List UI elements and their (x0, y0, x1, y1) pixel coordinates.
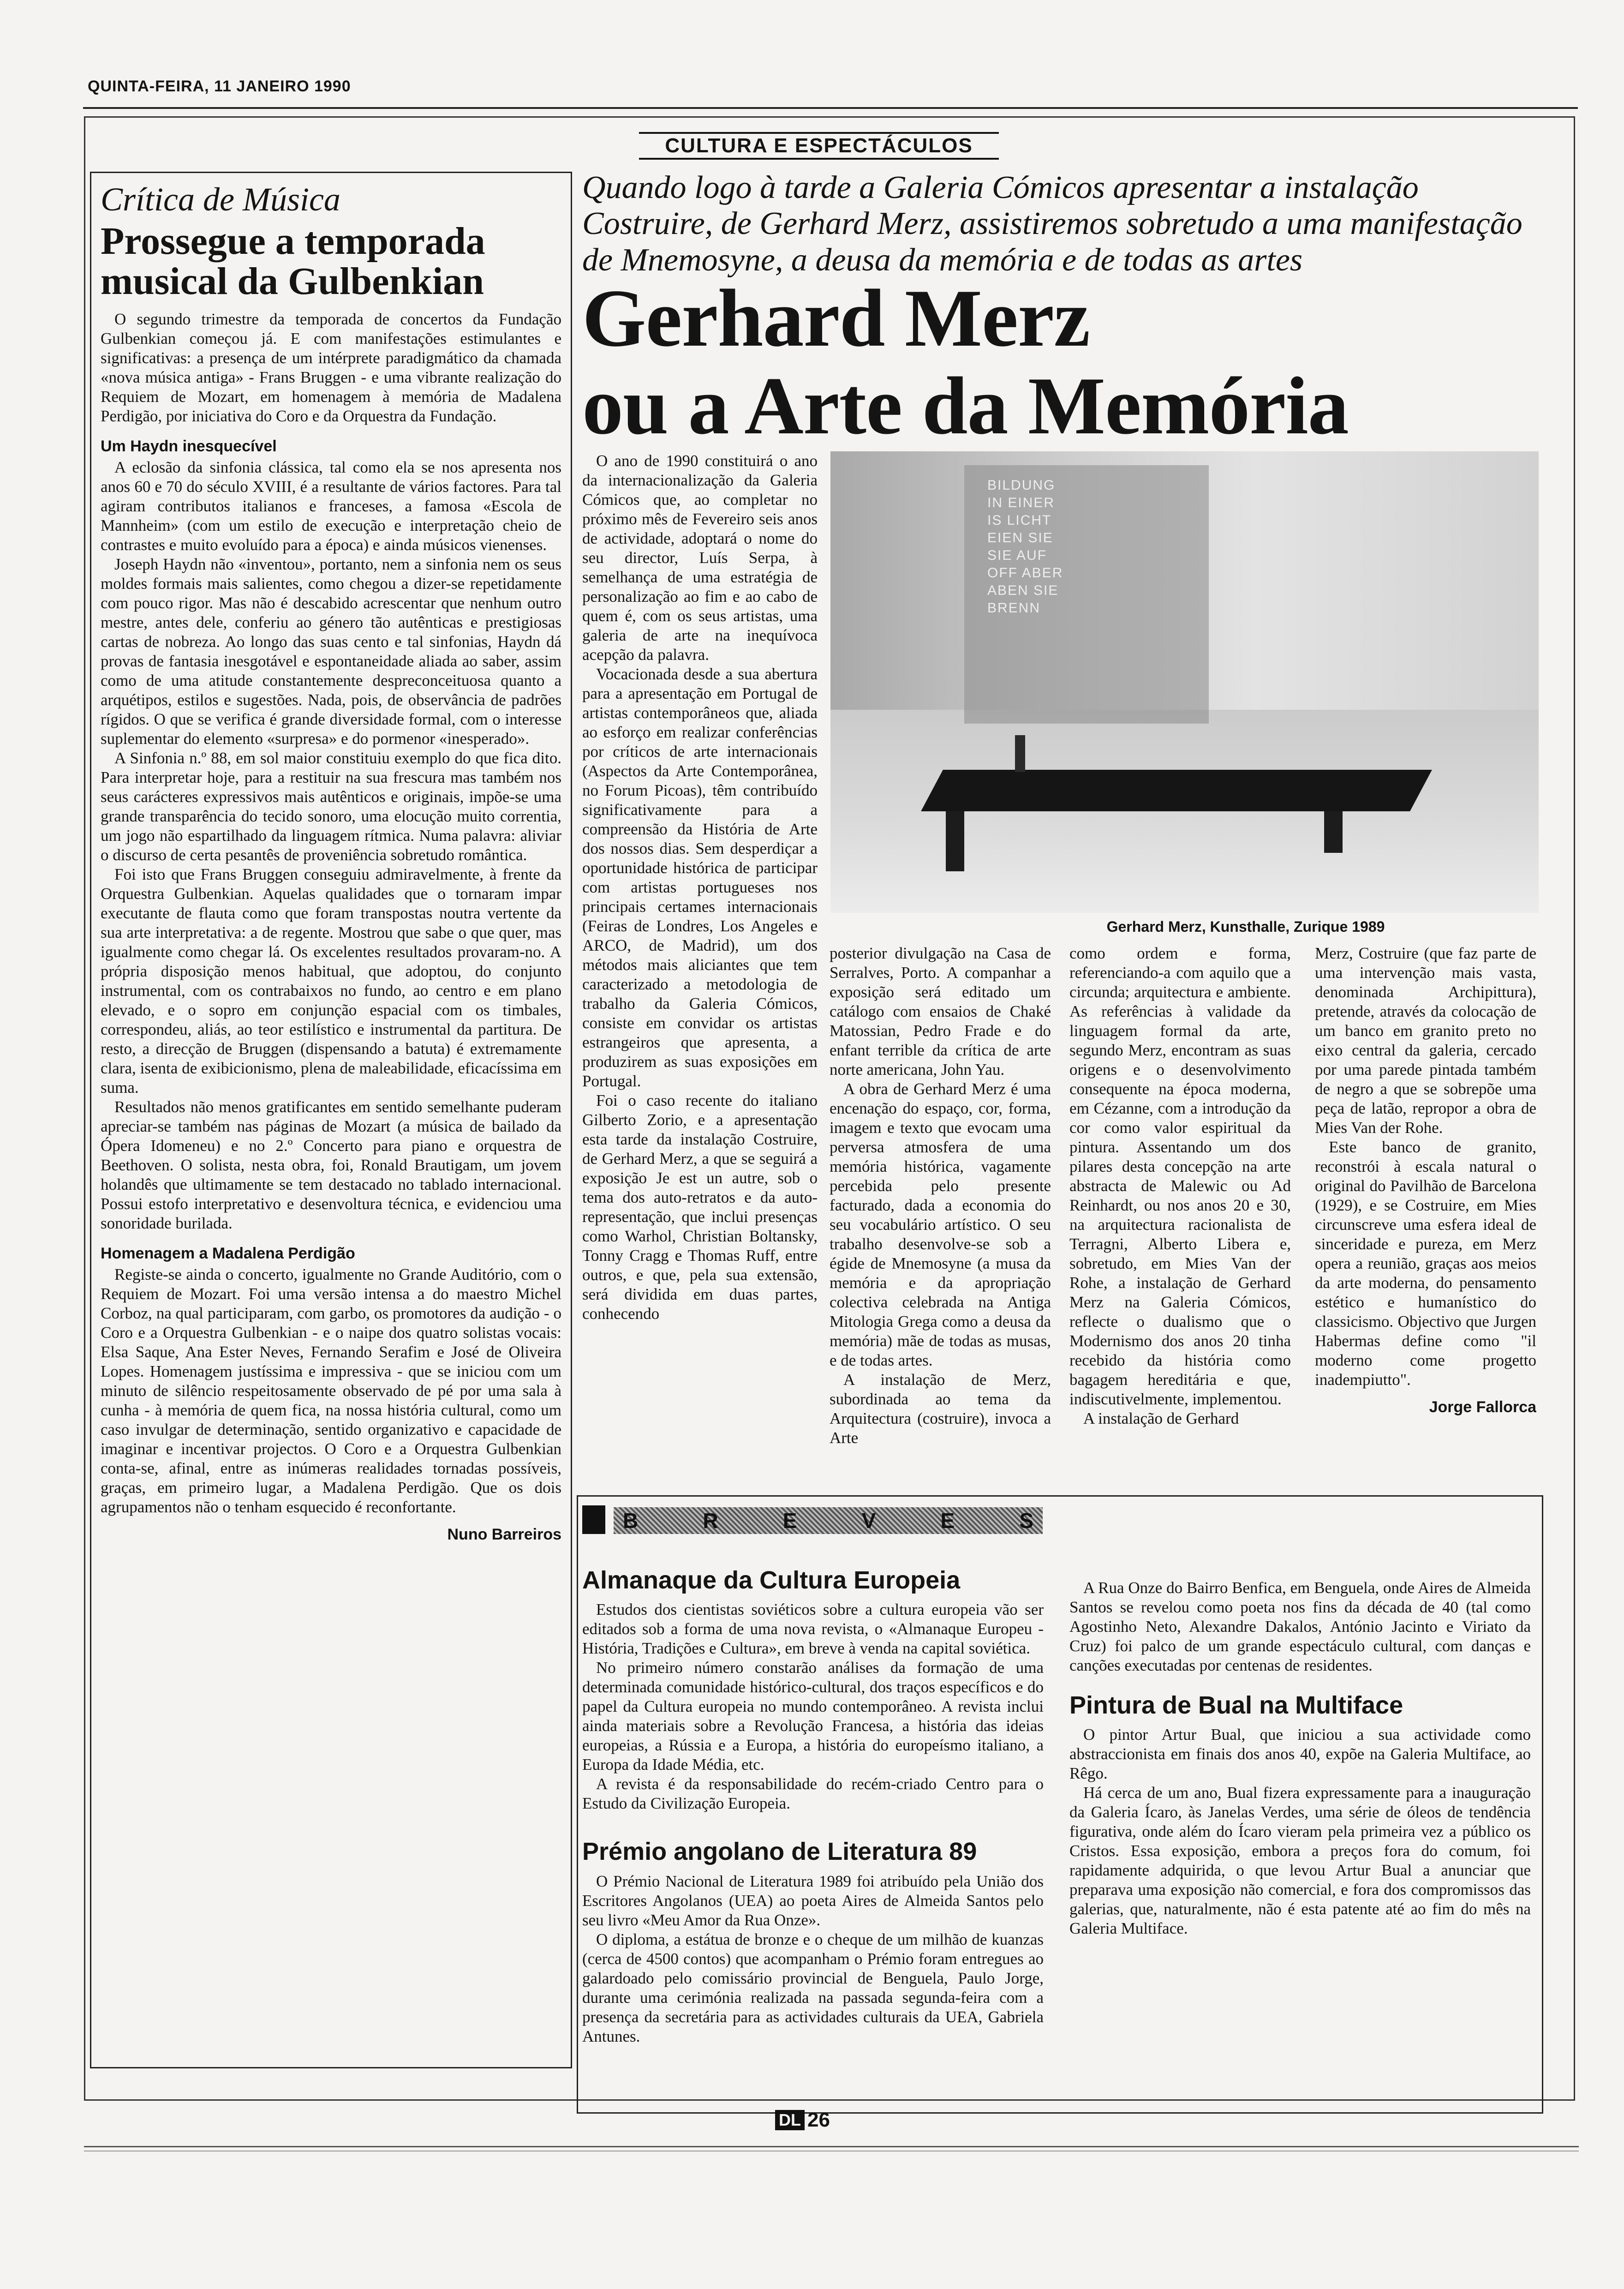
breve-title: Prémio angolano de Literatura 89 (582, 1838, 977, 1866)
paragraph: Merz, Costruire (que faz parte de uma intervenção mais vasta, denominada Archipittura), pretende, através da colocação de um banco em granito preto no eixo central da galeria, cercado por uma parede pintada também de negro a que se sobrepõe uma peça de latão, repropor a obra de Mies Van der Rohe. (1315, 944, 1536, 1137)
page-date: QUINTA-FEIRA, 11 JANEIRO 1990 (88, 78, 351, 95)
granite-bench (921, 770, 1432, 811)
breves-banner-letter: B (623, 1509, 639, 1533)
page-number: 26 (807, 2109, 830, 2131)
article-headline: Prossegue a temporada musical da Gulbenkian (101, 220, 485, 303)
paragraph: A Rua Onze do Bairro Benfica, em Benguela, onde Aires de Almeida Santos se revelou como poeta nos fins da década de 40 (tal como Agostinho Neto, Alexandre Dakalos, António Jacinto e Viriato da Cruz) foi palco de um grande espectáculo cultural, com danças e canções executadas por centenas de residentes. (1069, 1579, 1531, 1674)
section-title: CULTURA E ESPECTÁCULOS (639, 132, 999, 160)
paragraph: O ano de 1990 constituirá o ano da internacionalização da Galeria Cómicos que, ao completar no próximo mês de Fevereiro seis anos de actividade, adoptará o nome do seu director, Luís Serpa, à semelhança de uma estratégia de personalização ao fim e ao cabo de quem é, com os seus artistas, uma galeria de arte na inequívoca acepção da palavra. (582, 452, 818, 664)
paragraph: O diploma, a estátua de bronze e o cheque de um milhão de kuanzas (cerca de 4500 contos) que acompanham o Prémio foram entregues ao galardoado pelo comissário provincial de Benguela, Paulo Jorge, durante uma cerimónia realizada na passada segunda-feira com a presença da secretária para as actividades culturais da UEA, Gabriela Antunes. (582, 1930, 1044, 2045)
newspaper-logo: DL (775, 2110, 805, 2130)
article-deck: Quando logo à tarde a Galeria Cómicos apresentar a instalação Costruire, de Gerhard Merz, assistiremos sobretudo a uma manifestação de Mnemosyne, a deusa da memória e de todas as artes (582, 170, 1522, 278)
page-footer (775, 2109, 830, 2131)
bottom-rule (84, 2146, 1579, 2147)
breves-banner-letter: E (782, 1509, 797, 1533)
breves-banner-letter: S (1019, 1509, 1033, 1533)
breves-banner-letter: R (703, 1509, 718, 1533)
breves-banner-letter: V (861, 1509, 876, 1533)
paragraph: Vocacionada desde a sua abertura para a apresentação em Portugal de artistas contemporâneos que, aliada ao esforço em realizar conferências por críticos de arte internacionais (Aspectos da Arte Contemporânea, no Forum Picoas), têm contribuído significativamente para a compreensão da História de Arte dos nossos dias. Sem desperdiçar a oportunidade histórica de participar com artistas portugueses nos principais certames internacionais (Feiras de Londres, Los Angeles e ARCO, de Madrid), um dos métodos mais aliciantes que tem caracterizado a metodologia de trabalho da Galeria Cómicos, consiste em convidar os artistas estrangeiros que apresenta, a produzirem as suas exposições em Portugal. (582, 665, 818, 1090)
author-signature: Jorge Fallorca (1429, 1398, 1536, 1416)
photo-wall-text-line: BILDUNG (987, 478, 1056, 493)
paragraph: No primeiro número constarão análises da formação de uma determinada comunidade histórico-cultural, dos traços específicos e do papel da Cultura europeia no mundo contemporâneo. A revista inclui ainda materiais sobre a Revolução Francesa, a história das ideias europeias, a Rússia e a Europa, a história do europeísmo italiano, a Europa da Idade Média, etc. (582, 1659, 1044, 1774)
subheading: Homenagem a Madalena Perdigão (101, 1245, 355, 1263)
paragraph: A instalação de Gerhard (1083, 1409, 1239, 1427)
paragraph: O Prémio Nacional de Literatura 1989 foi atribuído pela União dos Escritores Angolanos (UEA) ao poeta Aires de Almeida Santos pelo seu livro «Meu Amor da Rua Onze». (582, 1872, 1044, 1929)
breve-title: Almanaque da Cultura Europeia (582, 1567, 961, 1594)
main-column-4 (1315, 944, 1536, 1447)
gallery-photo (830, 451, 1539, 913)
subheading: Um Haydn inesquecível (101, 437, 277, 455)
breves-banner-letter: E (940, 1509, 955, 1533)
main-column-3 (1069, 944, 1291, 1447)
breve-title: Pintura de Bual na Multiface (1069, 1691, 1403, 1719)
photo-wall-text-line: OFF ABER (987, 565, 1063, 581)
paragraph: A instalação de Merz, subordinada ao tema da Arquitectura (costruire), invoca a Arte (830, 1371, 1051, 1447)
bench-leg (946, 811, 964, 871)
paragraph: Foi isto que Frans Bruggen conseguiu admiravelmente, à frente da Orquestra Gulbenkian. Aquelas qualidades que o tornaram impar executante de flauta como que foram transpostas noutra vertente da sua arte interpretativa: a de regente. Mostrou que sabe o que quer, mas igualmente como chegar lá. Os excelentes resultados provaram-no. A própria disposição menos habitual, que adoptou, do conjunto instrumental, com os contrabaixos no fundo, ao centro e em plano elevado, e o sopro em conjunção espacial com os timbales, correspondeu, aliás, ao teor estilístico e instrumental da partitura. De resto, a direcção de Bruggen (dispensando a batuta) é extremamente clara, isenta de exibicionismo, plena de maleabilidade, eficacíssima em suma. (101, 865, 561, 1097)
photo-wall-text-line: SIE AUF (987, 548, 1047, 563)
left-article (90, 172, 572, 2068)
breves-column-right (1069, 1578, 1531, 2109)
paragraph: Há cerca de um ano, Bual fizera expressamente para a inauguração da Galeria Ícaro, às Janelas Verdes, uma série de óleos de tendência figurativa, onde além do Ícaro vieram pela primeira vez a público os Cristos. Essa exposição, embora a preços fora do comum, foi rapidamente adquirida, o que levou Artur Bual a anunciar que preparava uma exposição não comercial, e fora dos compromissos das galerias, que, naturalmente, não é esta patente até ao fim do mês na Galeria Multiface. (1069, 1784, 1531, 1938)
paragraph: Joseph Haydn não «inventou», portanto, nem a sinfonia nem os seus moldes formais mais salientes, como chegou a dizer-se repetidamente com pouco rigor. Mas não é descabido acrescentar que nenhum outro mestre, antes dele, conferiu ao género tão autênticas e prestigiosas cartas de nobreza. Ao longo das suas cento e tal sinfonias, Haydn dá provas de fantasia inesgotável e espontaneidade aliada ao saber, assim como de uma atitude constantemente despreconceituosa quanto a arquétipos, estilos e sugestões. Nada, pois, de observância de padrões rígidos. O que se verifica é grande diversidade formal, com o interesse suplementar do elemento «surpresa» e do pormenor «inesperado». (101, 555, 561, 748)
photo-wall-text-line: ABEN SIE (987, 583, 1059, 598)
kicker: Crítica de Música (101, 181, 340, 218)
main-headline-line2: ou a Arte da Memória (582, 360, 1349, 451)
top-rule (83, 107, 1578, 109)
paragraph: Estudos dos cientistas soviéticos sobre a cultura europeia vão ser editados sob a forma de uma nova revista, o «Almanaque Europeu - História, Tradições e Cultura», em breve à venda na capital soviética. (582, 1600, 1044, 1658)
paragraph: A eclosão da sinfonia clássica, tal como ela se nos apresenta nos anos 60 e 70 do século XVIII, é a resultante de vários factores. Para tal agiram contributos italianos e franceses, a famosa «Escola de Mannheim» (com um estilo de execução e interpretação cheio de contrastes e muito evoluído para a época) e ainda músicos vienenses. (101, 458, 561, 554)
photo-wall-text-line: IS LICHT (987, 513, 1052, 528)
breves-banner (614, 1507, 1043, 1534)
photo-caption: Gerhard Merz, Kunsthalle, Zurique 1989 (1106, 918, 1385, 935)
paragraph: posterior divulgação na Casa de Serralves, Porto. A companhar a exposição será editado um catálogo com ensaios de Chaké Matossian, Pedro Frade e do enfant terrible da crítica de arte norte americana, John Yau. (830, 944, 1051, 1079)
main-headline-line1: Gerhard Merz (582, 272, 1090, 364)
main-column-2 (830, 944, 1051, 1447)
photo-wall-text-line: EIEN SIE (987, 530, 1053, 545)
paragraph: O pintor Artur Bual, que iniciou a sua actividade como abstraccionista em finais dos anos 40, expõe na Galeria Multiface, ao Rêgo. (1069, 1726, 1531, 1783)
bench-leg (1324, 811, 1343, 853)
paragraph: Este banco de granito, reconstrói à escala natural o original do Pavilhão de Barcelona (1929), e se Costruire, em Mies circunscreve uma esfera ideal de sinceridade e pureza, em Merz opera a reunião, graças aos meios da arte moderna, do pensamento estético e humanístico do classicismo. Objectivo que Jurgen Habermas define como "il moderno come progetto inadempiutto". (1315, 1138, 1536, 1389)
breves-column-left (582, 1567, 1044, 2107)
photo-wall-text-line: IN EINER (987, 495, 1055, 510)
brass-piece (1015, 735, 1025, 772)
photo-wall-text (987, 477, 1126, 617)
main-column-1 (582, 451, 818, 1444)
paragraph: como ordem e forma, referenciando-a com aquilo que a circunda; arquitectura e ambiente. As referências à validade da linguagem formal da arte, segundo Merz, encontram as suas origens e o desenvolvimento consequente na época moderna, em Cézanne, com a introdução da cor como valor espiritual da pintura. Assentando um dos pilares desta concepção na arte abstracta de Malewic ou Ad Reinhardt, ou nos anos 20 e 30, na arquitectura racionalista de Terragni, Alberto Libera e, sobretudo, em Mies Van der Rohe, a instalação de Gerhard Merz na Galeria Cómicos, reflecte o dualismo que o Modernismo dos anos 20 tinha recebido da história como bagagem hereditária e que, indiscutivelmente, implementou. (1069, 944, 1291, 1408)
paragraph: Foi o caso recente do italiano Gilberto Zorio, e a apresentação esta tarde da instalação Costruire, de Gerhard Merz, a que se seguirá a exposição Je est un autre, sob o tema dos auto-retratos e da auto-representação, que inclui presenças como Warhol, Christian Boltansky, Tonny Cragg e Thomas Ruff, entre outros, e que, pela sua extensão, será dividida em duas partes, conhecendo (582, 1091, 818, 1323)
photo-wall-text-line: BRENN (987, 600, 1041, 616)
author-signature: Nuno Barreiros (447, 1525, 561, 1543)
paragraph: Registe-se ainda o concerto, igualmente no Grande Auditório, com o Requiem de Mozart. Foi uma versão intensa a do maestro Michel Corboz, na qual participaram, com garbo, os promotores da audição - o Coro e a Orquestra Gulbenkian - e o naipe dos quatro solistas vocais: Elsa Saque, Ana Ester Neves, Fernando Serafim e José de Oliveira Lopes. Homenagem justíssima e impressiva - que se iniciou com um minuto de silêncio respeitosamente observado de pé por uma sala à cunha - à memória de quem fica, na nossa história cultural, como um caso invulgar de determinação, sentido organizativo e capacidade de imaginar e incentivar projectos. O Coro e a Orquestra Gulbenkian conta-se, afinal, entre as inúmeras realidades tornadas possíveis, graças, em primeiro lugar, a Madalena Perdigão. Que os dois agrupamentos não o tenham esquecido é reconfortante. (101, 1265, 561, 1516)
paragraph: Resultados não menos gratificantes em sentido semelhante puderam apreciar-se também nas páginas de Mozart (a música de bailado da Ópera Idomeneu) e no 2.º Concerto para piano e orquestra de Beethoven. O solista, nesta obra, foi, Ronald Brautigam, um jovem holandês que ultimamente se tem destacado no tablado internacional. Possui estofo interpretativo e desenvoltura técnica, e evidenciou uma sonoridade burilada. (101, 1098, 561, 1233)
photo-floor (830, 710, 1539, 913)
paragraph: A Sinfonia n.º 88, em sol maior constituiu exemplo do que fica dito. Para interpretar hoje, para a restituir na sua frescura mas também nos seus carácteres expressivos mais autênticos e originais, impõe-se uma grande transparência do tecido sonoro, uma elocução muito correntia, um jogo não espartilhado da linguagem rítmica. Numa palavra: aliviar o discurso de certa pesantês de proveniência sobretudo romântica. (101, 749, 561, 864)
lead-paragraph: O segundo trimestre da temporada de concertos da Fundação Gulbenkian começou já. E com manifestações estimulantes e significativas: a presença de um intérprete paradigmático da chamada «nova música antiga» - Frans Bruggen - e uma vibrante realização do Requiem de Mozart, em homenagem à memória de Madalena Perdigão, por iniciativa do Coro e da Orquestra da Fundação. (101, 310, 561, 425)
breves-marker (582, 1505, 605, 1534)
paragraph: A revista é da responsabilidade do recém-criado Centro para o Estudo da Civilização Europeia. (582, 1775, 1044, 1813)
paragraph: A obra de Gerhard Merz é uma encenação do espaço, cor, forma, imagem e texto que evocam uma perversa atmosfera de uma memória histórica, vagamente percebida pelo presente facturado, dada a economia do seu vocabulário artístico. O seu trabalho desenvolve-se sob a égide de Mnemosyne (a musa da memória e da apropriação colectiva celebrada na Antiga Mitologia Grega como a deusa da memória) mãe de todas as musas, e de todas artes. (830, 1080, 1051, 1369)
